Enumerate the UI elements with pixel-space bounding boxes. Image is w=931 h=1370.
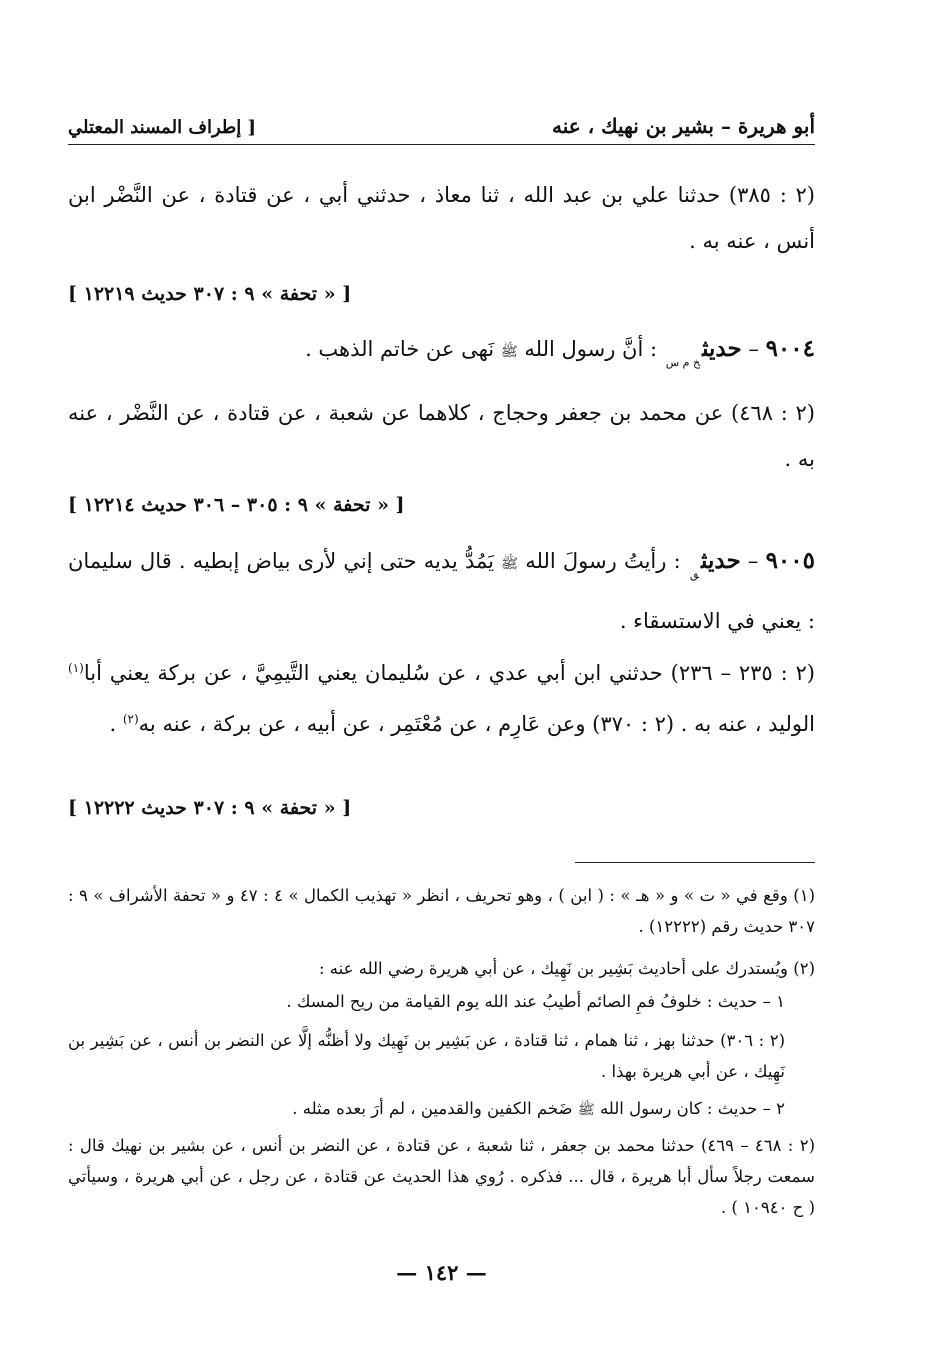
footnote-divider (575, 862, 815, 863)
tuhfa-reference-3: [ « تحفة » ٩ : ٣٠٧ حديث ١٢٢٢٢ ] (68, 797, 352, 819)
page-number: — ١٤٢ — (396, 1260, 487, 1285)
dash: – (741, 337, 766, 361)
hadith-text-a: : أنَّ رسول الله (517, 337, 664, 361)
book-page (68, 0, 815, 1370)
collection-symbols: خ م س (665, 356, 701, 369)
tuhfa-reference-1: [ « تحفة » ٩ : ٣٠٧ حديث ١٢٢١٩ ] (68, 283, 352, 305)
header-book-title: [ إطراف المسند المعتلي (68, 117, 257, 138)
footnote-1: (١) وقع في « ت » و « هـ » : ( ابن ) ، وهو تحريف ، انظر « تهذيب الكمال » ٤ : ٤٧ و « تحفة الأشراف » ٩ : ٣٠٧ حديث رقم (١٢٢٢٢) . (68, 886, 815, 936)
footnote-text-a: ٢ – حديث : كان رسول الله (594, 1099, 785, 1118)
isnad-paragraph-3 (68, 645, 815, 747)
salutation-glyph: ﷺ (501, 556, 519, 572)
footnote-text-b: ضَخم الكفين والقدمين ، لم أرَ بعده مثله . (292, 1099, 578, 1118)
footnote-marker-1[interactable]: (١) (68, 661, 84, 675)
footnote-2-item-2 (68, 1093, 785, 1126)
footnote-2-item-1: ١ – حديث : خلوفُ فمِ الصائم أطيبُ عند الله يوم القيامة من ريح المسك . (286, 992, 785, 1011)
salutation-glyph: ﷺ (500, 344, 518, 360)
hadith-9005 (68, 538, 815, 644)
isnad-text-c: . (109, 712, 123, 736)
hadith-label: حديث (701, 547, 741, 574)
hadith-number: ٩٠٠٥ (765, 547, 815, 574)
hadith-number: ٩٠٠٤ (765, 335, 815, 362)
salutation-glyph: ﷺ (577, 1102, 595, 1118)
dash: – (740, 549, 766, 573)
footnote-2-item-1-source: (٢ : ٣٠٦) حدثنا بهز ، ثنا همام ، ثنا قتادة ، عن بَشِير بن نَهِيك ولا أظنُّه إلَّا عن النضر بن أنس ، عن بَشِير بن نَهِيك ، عن أبي هريرة بهذا . (68, 1031, 785, 1081)
hadith-label: حديث (702, 335, 742, 362)
footnote-2-item-2-source: (٢ : ٤٦٨ – ٤٦٩) حدثنا محمد بن جعفر ، ثنا شعبة ، عن قتادة ، عن النضر بن أنس ، عن بشير بن نهيك قال : سمعت رجلاً سأل أبا هريرة ، قال ... فذكره . رُوي هذا الحديث عن قتادة ، عن رجل ، عن أبي هريرة ، وسيأتي ( ح ١٠٩٤٠ ) . (68, 1136, 815, 1217)
isnad-paragraph-2: (٢ : ٤٦٨) عن محمد بن جعفر وحجاج ، كلاهما عن شعبة ، عن قتادة ، عن النَّضْر ، عنه به . (68, 401, 815, 471)
hadith-text-a: : رأيتُ رسولَ الله (518, 549, 688, 573)
hadith-text-b: يَمُدُّ يديه حتى إني لأرى بياض إبطيه . قال سليمان : يعني في الاستسقاء . (68, 549, 815, 633)
isnad-paragraph-1: (٢ : ٣٨٥) حدثنا علي بن عبد الله ، ثنا معاذ ، حدثني أبي ، عن قتادة ، عن النَّضْر ابن أنس ، عنه به . (68, 183, 815, 253)
header-chapter-title: أبو هريرة – بشير بن نهيك ، عنه (552, 114, 815, 138)
tuhfa-reference-2: [ « تحفة » ٩ : ٣٠٥ – ٣٠٦ حديث ١٢٢١٤ ] (68, 494, 405, 516)
collection-symbols: ق (689, 568, 700, 581)
running-header (68, 108, 815, 145)
footnote-2: (٢) ويُستدرك على أحاديث بَشِير بن نَهِيك ، عن أبي هريرة رضي الله عنه : (319, 959, 815, 978)
hadith-text-b: نَهى عن خاتم الذهب . (305, 337, 501, 361)
isnad-text-a: (٢ : ٢٣٥ – ٢٣٦) حدثني ابن أبي عدي ، عن سُليمان يعني التَّيمِيَّ ، عن بركة يعني أبا (83, 661, 815, 685)
hadith-9004 (68, 326, 815, 386)
footnote-marker-2[interactable]: (٢) (122, 712, 139, 726)
isnad-text-b: الوليد ، عنه به . (٢ : ٣٧٠) وعن عَارِم ، عن مُعْتَمِر ، عن أبيه ، عن بركة ، عنه به (138, 712, 815, 736)
